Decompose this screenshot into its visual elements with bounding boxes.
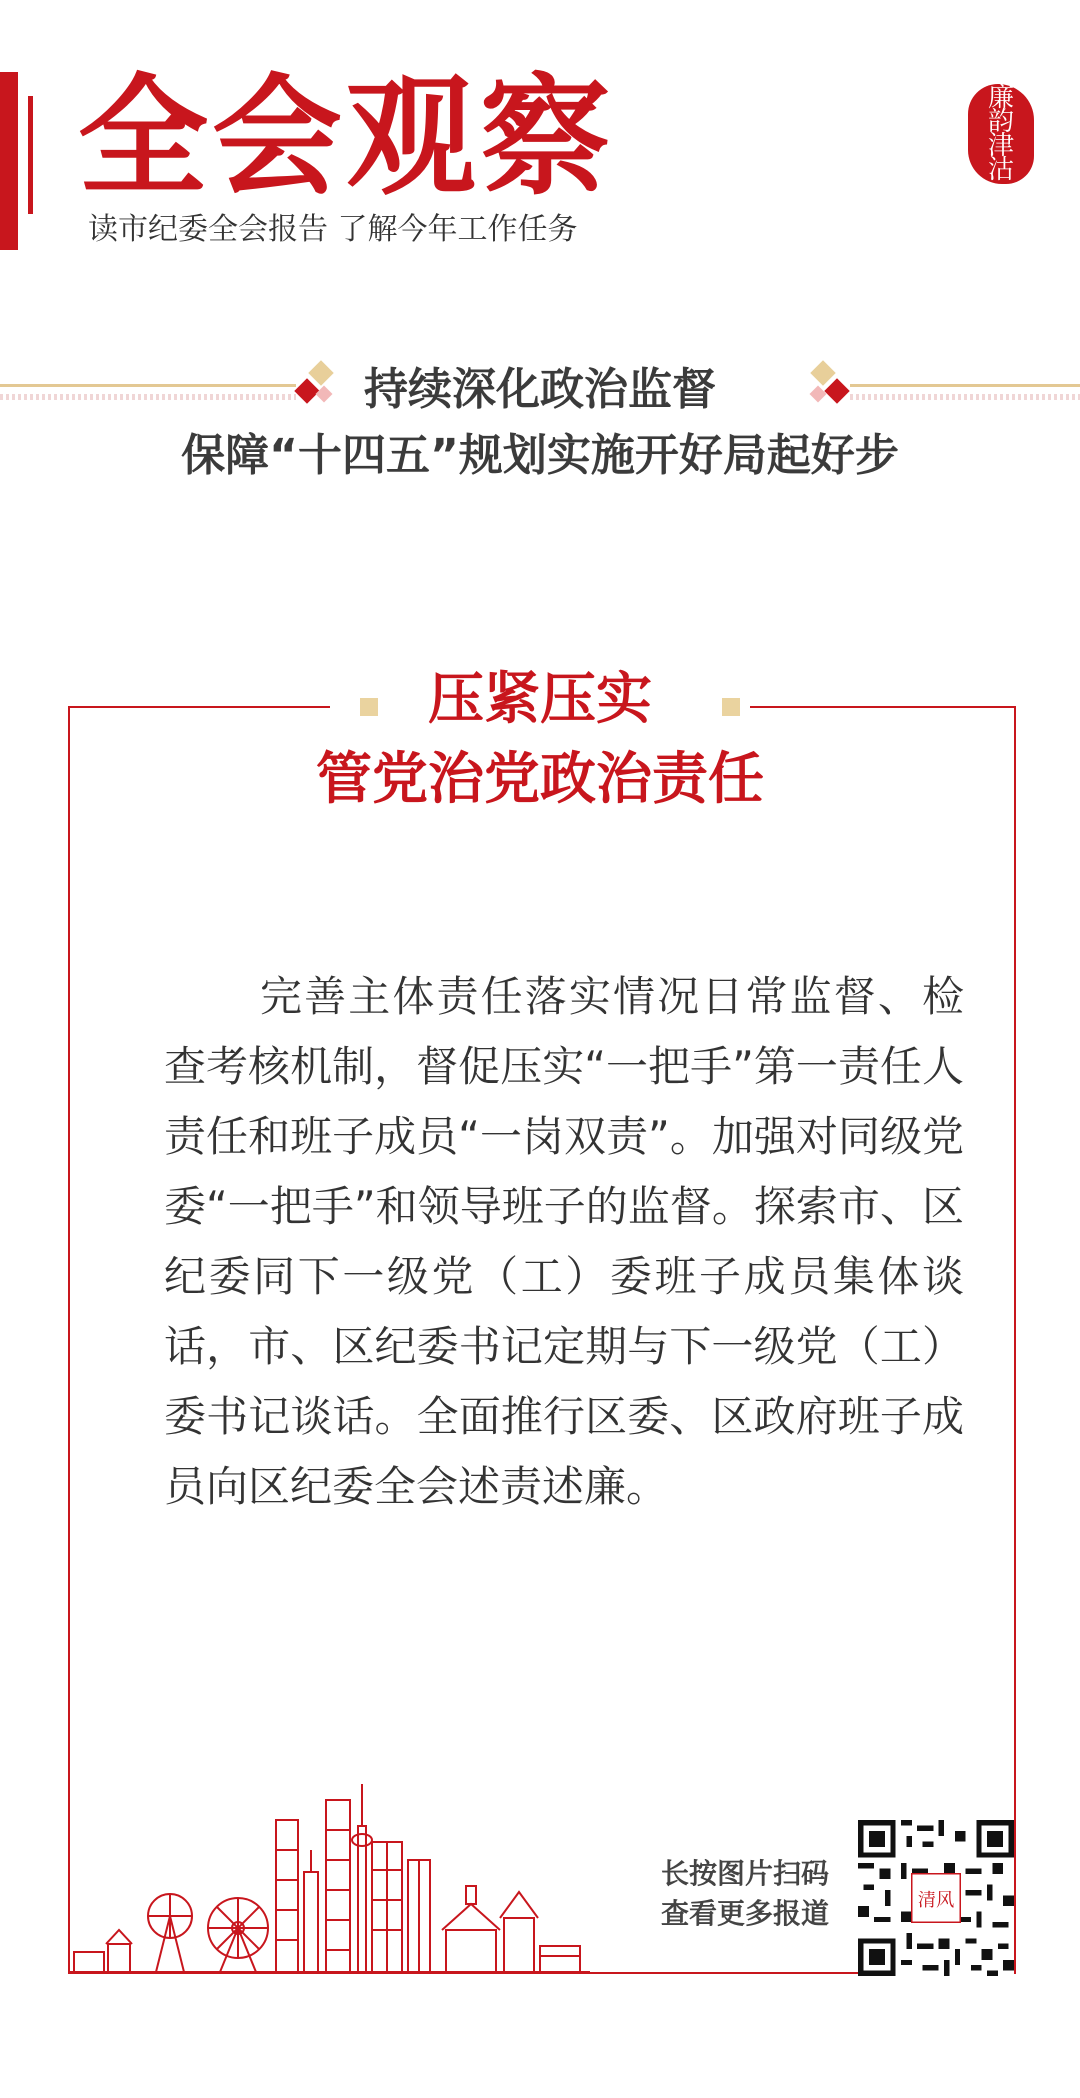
seal-icon [968, 84, 1034, 184]
seal-char: 廉 [987, 83, 1014, 113]
card-title: 压紧压实 [428, 667, 652, 732]
page-subtitle: 读市纪委全会报告 了解今年工作任务 [88, 212, 578, 247]
qr-hint-line1: 长按图片扫码 [660, 1857, 829, 1890]
page-title: 全会观察 [78, 60, 615, 213]
seal-char: 津 [987, 131, 1014, 161]
section-subheading: 保障“十四五”规划实施开好局起好步 [181, 430, 899, 481]
skyline-illustration [70, 1780, 590, 1974]
qr-code-icon[interactable] [858, 1820, 1014, 1976]
qr-hint-line2: 查看更多报道 [660, 1897, 829, 1930]
seal-char: 沽 [987, 155, 1014, 185]
qr-hint [640, 1854, 850, 1934]
card-title-line2: 管党治党政治责任 [316, 747, 764, 812]
card-body-text: 完善主体责任落实情况日常监督、检查考核机制，督促压实“一把手”第一责任人责任和班子成员“一岗双责”。加强对同级党委“一把手”和领导班子的监督。探索市、区纪委同下一级党（工）委班子成员集体谈话，市、区纪委书记定期与下一级党（工）委书记谈话。全面推行区委、区政府班子成员向区纪委全会述责述廉。 [164, 972, 964, 1511]
section-heading: 持续深化政治监督 [364, 364, 716, 415]
seal-char: 韵 [987, 107, 1014, 137]
header-accent-bar-thin [28, 96, 33, 214]
header-accent-bar [0, 72, 18, 250]
qr-logo-text: 清风 [917, 1890, 955, 1912]
